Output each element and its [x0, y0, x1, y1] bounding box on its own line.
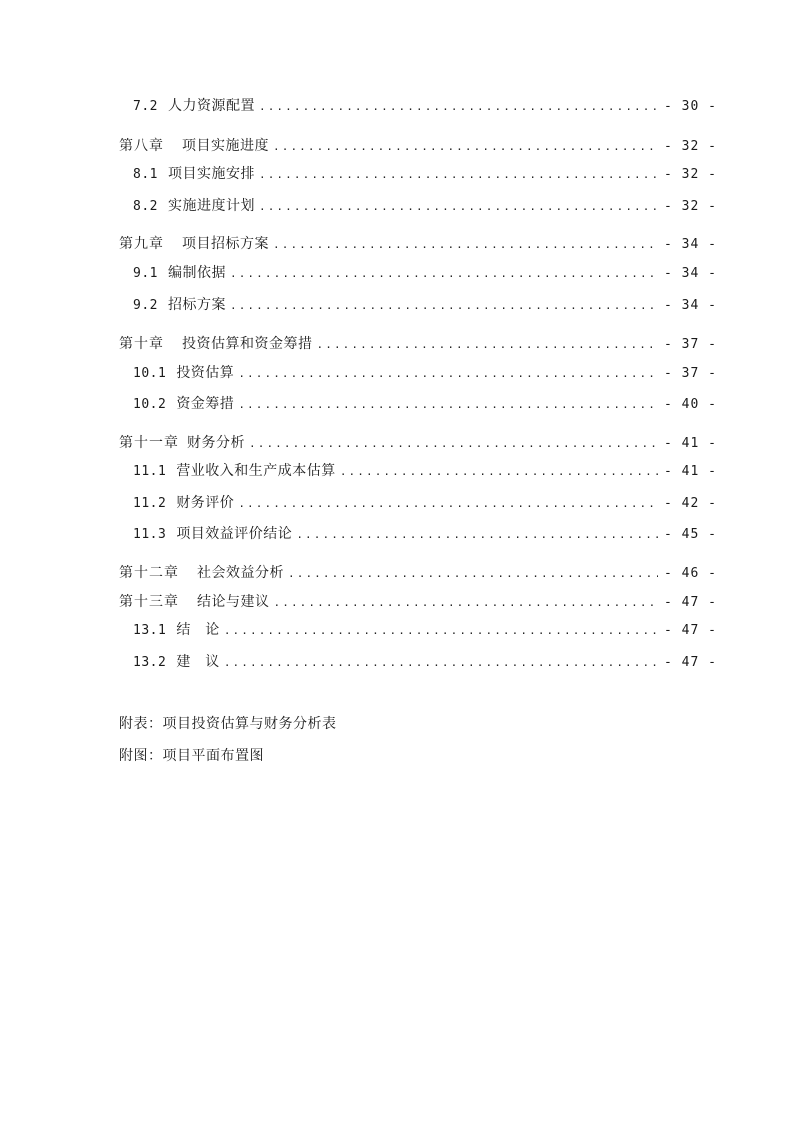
toc-page-number: - 46 -	[664, 566, 717, 581]
toc-page-number: - 45 -	[664, 527, 717, 542]
appendix-figure-link[interactable]: 附图：项目平面布置图	[119, 748, 264, 764]
dot-leader	[259, 197, 658, 217]
dot-leader	[224, 621, 658, 641]
dot-leader	[238, 395, 658, 415]
toc-page-number: - 34 -	[664, 298, 717, 313]
dot-leader	[288, 564, 658, 584]
dot-leader	[317, 335, 659, 355]
toc-entry-label: 第十三章 结论与建议	[119, 594, 270, 610]
dot-leader	[340, 462, 658, 482]
toc-page-number: - 30 -	[664, 99, 717, 114]
toc-entry-label: 8.2 实施进度计划	[133, 198, 255, 214]
toc-page-number: - 41 -	[664, 464, 717, 479]
dot-leader	[296, 525, 658, 545]
toc-page-number: - 37 -	[664, 366, 717, 381]
toc-page-number: - 34 -	[664, 237, 717, 252]
toc-entry-label: 8.1 项目实施安排	[133, 166, 255, 182]
toc-entry-label: 13.2 建 议	[133, 654, 220, 670]
toc-entry-label: 第十一章 财务分析	[119, 435, 245, 451]
dot-leader	[249, 434, 658, 454]
dot-leader	[238, 364, 658, 384]
toc-chapter-entry[interactable]	[119, 136, 717, 156]
toc-entry[interactable]	[133, 263, 717, 283]
toc-entry-label: 7.2 人力资源配置	[133, 98, 255, 114]
toc-entry[interactable]	[133, 196, 717, 216]
toc-chapter-entry[interactable]	[119, 563, 717, 583]
toc-chapter-entry[interactable]	[119, 433, 717, 453]
toc-entry-label: 11.2 财务评价	[133, 495, 235, 511]
toc-entry-label: 11.3 项目效益评价结论	[133, 526, 293, 542]
toc-entry[interactable]	[133, 394, 717, 414]
toc-entry[interactable]	[133, 164, 717, 184]
dot-leader	[273, 137, 658, 157]
toc-page-number: - 47 -	[664, 595, 717, 610]
toc-entry[interactable]	[133, 461, 717, 481]
toc-page-number: - 47 -	[664, 655, 717, 670]
toc-entry[interactable]	[133, 363, 717, 383]
toc-entry-label: 第十二章 社会效益分析	[119, 565, 284, 581]
toc-page-number: - 37 -	[664, 337, 717, 352]
dot-leader	[259, 97, 658, 117]
toc-entry[interactable]	[133, 96, 717, 116]
toc-entry-label: 11.1 营业收入和生产成本估算	[133, 463, 336, 479]
dot-leader	[230, 264, 658, 284]
dot-leader	[238, 494, 658, 514]
dot-leader	[274, 593, 659, 613]
dot-leader	[224, 653, 658, 673]
toc-entry[interactable]	[133, 620, 717, 640]
toc-entry-label: 9.1 编制依据	[133, 265, 226, 281]
toc-page-number: - 42 -	[664, 496, 717, 511]
toc-chapter-entry[interactable]	[119, 334, 717, 354]
toc-entry-label: 第九章 项目招标方案	[119, 236, 269, 252]
toc-entry-label: 第十章 投资估算和资金筹措	[119, 336, 313, 352]
toc-page-number: - 47 -	[664, 623, 717, 638]
toc-chapter-entry[interactable]	[119, 234, 717, 254]
toc-entry-label: 10.2 资金筹措	[133, 396, 235, 412]
toc-entry-label: 10.1 投资估算	[133, 365, 235, 381]
toc-page-number: - 32 -	[664, 139, 717, 154]
toc-entry[interactable]	[133, 524, 717, 544]
toc-page-number: - 32 -	[664, 199, 717, 214]
toc-entry[interactable]	[133, 652, 717, 672]
toc-page-number: - 32 -	[664, 167, 717, 182]
toc-entry-label: 13.1 结 论	[133, 622, 220, 638]
toc-page-number: - 34 -	[664, 266, 717, 281]
dot-leader	[230, 296, 658, 316]
toc-page-number: - 41 -	[664, 436, 717, 451]
toc-entry-label: 第八章 项目实施进度	[119, 138, 269, 154]
appendix-table-link[interactable]: 附表：项目投资估算与财务分析表	[119, 716, 337, 732]
dot-leader	[273, 235, 658, 255]
toc-chapter-entry[interactable]	[119, 592, 717, 612]
toc-entry-label: 9.2 招标方案	[133, 297, 226, 313]
dot-leader	[259, 165, 658, 185]
toc-entry[interactable]	[133, 493, 717, 513]
toc-entry[interactable]	[133, 295, 717, 315]
toc-page-number: - 40 -	[664, 397, 717, 412]
